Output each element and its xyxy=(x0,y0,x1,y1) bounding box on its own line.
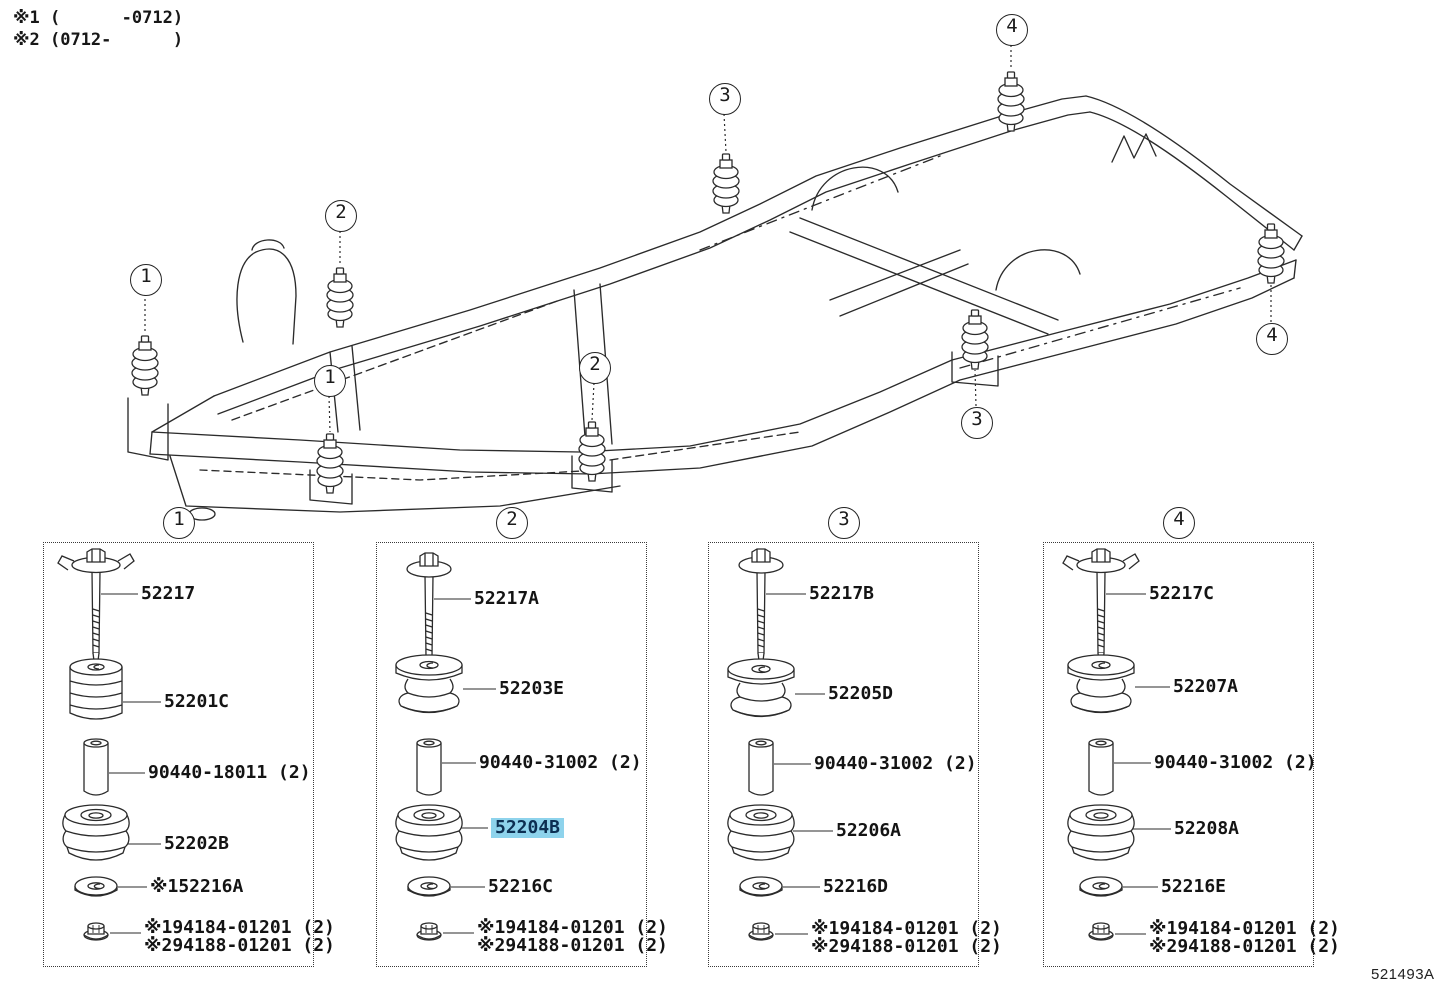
part-number-nut-option1[interactable]: ※194184-01201 (2) xyxy=(144,917,335,938)
box-callout-4: 4 xyxy=(1163,507,1195,539)
part-number-cushion-upper[interactable]: 52207A xyxy=(1173,676,1239,697)
frame-callout-1-rear[interactable]: 1 xyxy=(314,365,346,397)
part-group-box-4 xyxy=(1043,542,1340,967)
part-number-bolt[interactable]: 52217C xyxy=(1149,583,1215,604)
part-number-washer[interactable]: 52216C xyxy=(488,876,554,897)
part-number-cushion-lower[interactable]: 52208A xyxy=(1174,818,1240,839)
part-number-nut-option2[interactable]: ※294188-01201 (2) xyxy=(477,935,668,956)
box-callout-2: 2 xyxy=(496,507,528,539)
part-number-washer[interactable]: 52216D xyxy=(823,876,889,897)
part-number-bolt[interactable]: 52217B xyxy=(809,583,875,604)
box-callout-3: 3 xyxy=(828,507,860,539)
frame-callout-3-front[interactable]: 3 xyxy=(709,83,741,115)
box-callout-1: 1 xyxy=(163,507,195,539)
frame-callout-3-rear[interactable]: 3 xyxy=(961,407,993,439)
frame-callout-4-rear[interactable]: 4 xyxy=(1256,323,1288,355)
part-number-nut-option1[interactable]: ※194184-01201 (2) xyxy=(811,918,1002,939)
part-icons-box-1 xyxy=(44,543,313,966)
part-number-spacer[interactable]: 90440-18011 (2) xyxy=(148,762,311,783)
part-number-spacer[interactable]: 90440-31002 (2) xyxy=(479,752,642,773)
part-number-spacer[interactable]: 90440-31002 (2) xyxy=(1154,752,1317,773)
part-number-nut-option2[interactable]: ※294188-01201 (2) xyxy=(811,936,1002,957)
part-number-nut-option1[interactable]: ※194184-01201 (2) xyxy=(477,917,668,938)
part-group-box-1 xyxy=(43,542,335,967)
frame-callout-2-rear[interactable]: 2 xyxy=(579,352,611,384)
part-number-spacer[interactable]: 90440-31002 (2) xyxy=(814,753,977,774)
part-number-cushion-lower[interactable]: 52202B xyxy=(164,833,230,854)
part-number-washer[interactable]: 52216E xyxy=(1161,876,1227,897)
part-number-cushion-upper[interactable]: 52201C xyxy=(164,691,230,712)
part-number-bolt[interactable]: 52217 xyxy=(141,583,196,604)
part-number-cushion-upper[interactable]: 52203E xyxy=(499,678,565,699)
part-number-nut-option2[interactable]: ※294188-01201 (2) xyxy=(1149,936,1340,957)
note-asterisk-1: ※1 ( -0712) xyxy=(13,8,184,28)
part-number-bolt[interactable]: 52217A xyxy=(474,588,540,609)
part-number-nut-option2[interactable]: ※294188-01201 (2) xyxy=(144,935,335,956)
frame-callout-2-front[interactable]: 2 xyxy=(325,200,357,232)
frame-callout-4-front[interactable]: 4 xyxy=(996,14,1028,46)
part-number-cushion-upper[interactable]: 52205D xyxy=(828,683,894,704)
note-asterisk-2: ※2 (0712- ) xyxy=(13,30,184,50)
figure-code: 521493A xyxy=(1371,966,1435,983)
part-group-box-2 xyxy=(376,542,668,967)
part-number-cushion-lower-highlighted[interactable]: 52204B xyxy=(491,818,564,838)
part-group-box-3 xyxy=(708,542,1002,967)
part-number-nut-option1[interactable]: ※194184-01201 (2) xyxy=(1149,918,1340,939)
part-number-washer[interactable]: ※152216A xyxy=(150,876,244,897)
part-number-cushion-lower[interactable]: 52206A xyxy=(836,820,902,841)
frame-callout-1-front[interactable]: 1 xyxy=(130,264,162,296)
